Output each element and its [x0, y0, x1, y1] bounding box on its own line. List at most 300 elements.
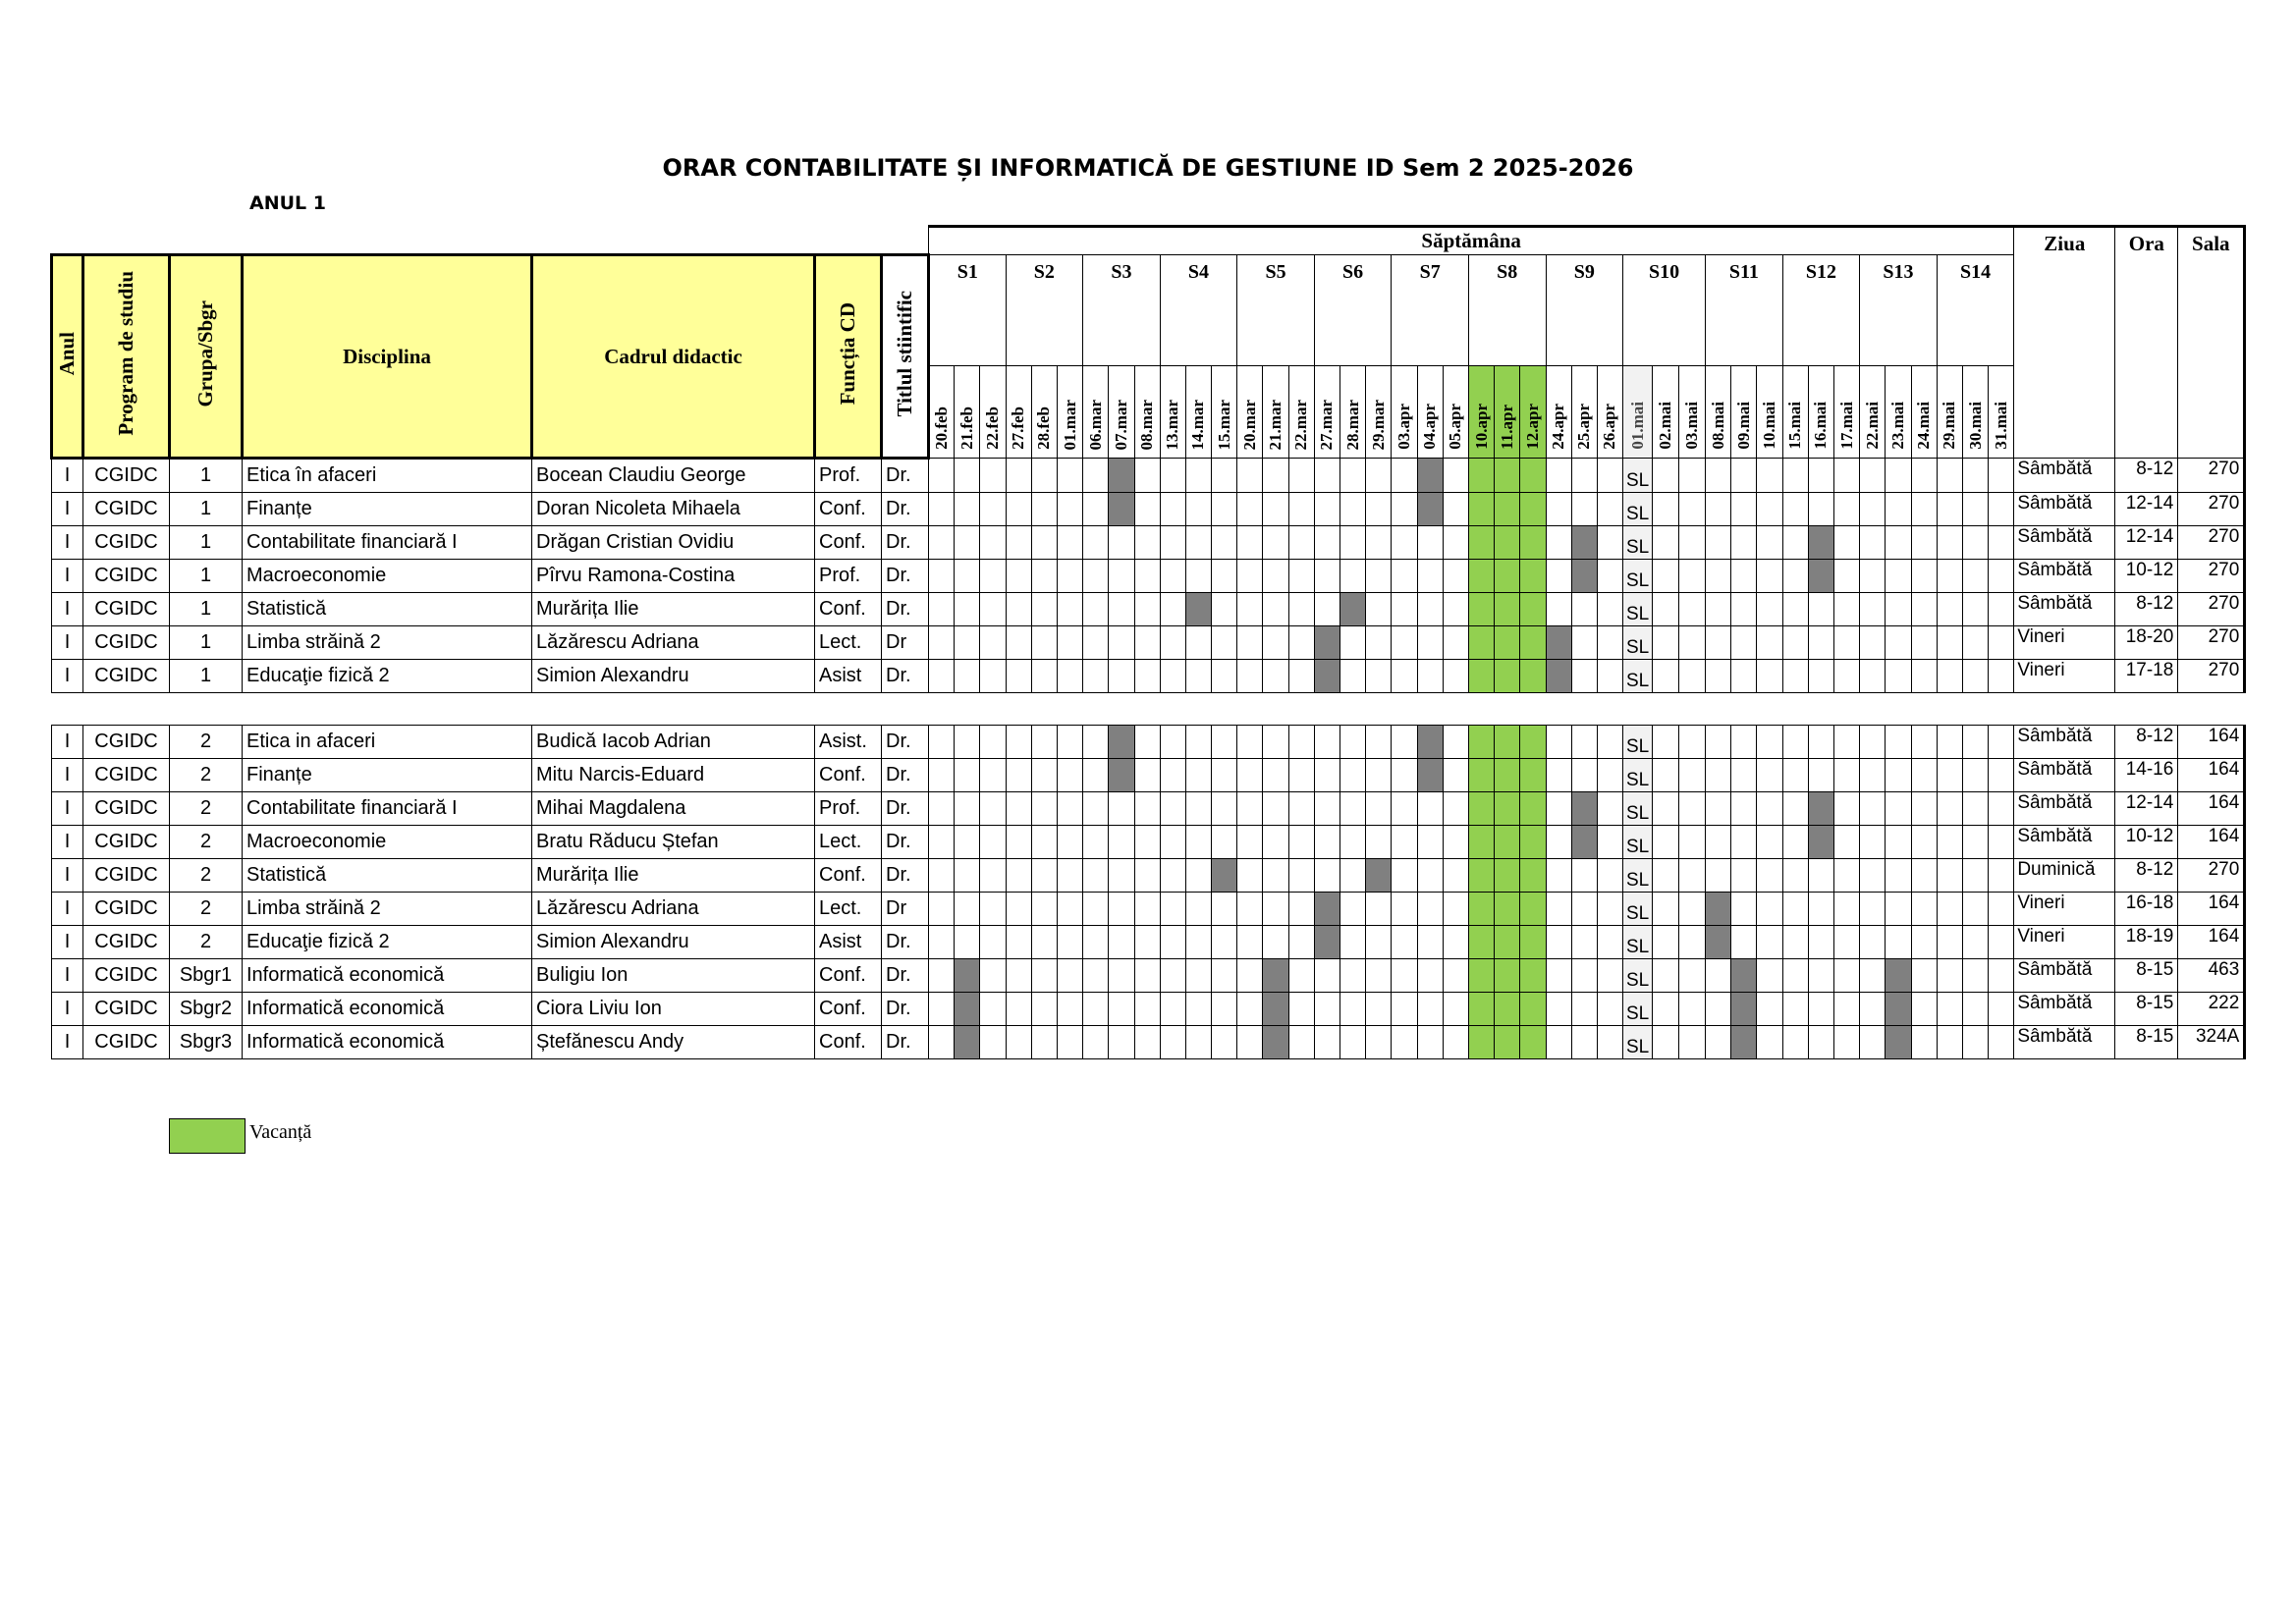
day-cell: [1031, 993, 1057, 1026]
day-cell: [1546, 993, 1571, 1026]
day-cell: [1782, 526, 1808, 560]
day-cell: [1160, 893, 1185, 926]
day-cell: [1314, 959, 1339, 993]
day-cell: [1886, 759, 1911, 792]
day-cell-value: Sâmbătă: [2014, 959, 2115, 993]
day-cell: [1860, 660, 1886, 693]
sl-cell: SL: [1623, 560, 1653, 593]
day-cell: [1679, 493, 1706, 526]
day-cell: [1757, 859, 1782, 893]
day-cell: [1006, 593, 1031, 626]
year-cell: I: [52, 626, 83, 660]
position-header-label: Funcția CD: [836, 301, 859, 406]
day-cell: [1288, 926, 1314, 959]
day-cell: [1083, 493, 1109, 526]
title-header: [882, 255, 929, 459]
day-cell: [1989, 626, 2014, 660]
day-cell: [1340, 759, 1366, 792]
teacher-cell: Doran Nicoleta Mihaela: [532, 493, 815, 526]
scheduled-cell: [1546, 626, 1571, 660]
date-label: 22.mai: [1862, 402, 1882, 450]
day-cell-value: Vineri: [2014, 926, 2115, 959]
sl-cell: SL: [1623, 826, 1653, 859]
vacation-cell: [1520, 560, 1546, 593]
date-header: [1057, 366, 1082, 459]
day-cell: [1706, 526, 1731, 560]
hour-header: Ora: [2115, 227, 2178, 459]
day-cell: [1443, 1026, 1468, 1059]
day-cell: [1263, 893, 1288, 926]
title-cell: Dr: [882, 626, 929, 660]
day-cell: [1546, 1026, 1571, 1059]
day-cell: [1392, 560, 1417, 593]
scheduled-cell: [1731, 993, 1757, 1026]
date-header: [1212, 366, 1237, 459]
scheduled-cell: [1417, 759, 1443, 792]
day-cell: [1083, 459, 1109, 493]
room-cell: 270: [2178, 459, 2245, 493]
day-cell: [1134, 792, 1160, 826]
table-row: [52, 459, 2245, 493]
day-cell: [955, 593, 980, 626]
table-row: [52, 926, 2245, 959]
day-cell: [1757, 526, 1782, 560]
teacher-cell: Simion Alexandru: [532, 660, 815, 693]
day-cell: [1653, 893, 1679, 926]
day-cell: [1679, 859, 1706, 893]
day-cell: [1597, 626, 1622, 660]
day-cell: [1679, 1026, 1706, 1059]
day-cell: [1886, 660, 1911, 693]
day-header: Ziua: [2014, 227, 2115, 459]
date-label: 11.apr: [1497, 405, 1516, 450]
day-cell: [1757, 759, 1782, 792]
day-cell: [1597, 560, 1622, 593]
sl-cell: SL: [1623, 459, 1653, 493]
day-cell: [1757, 493, 1782, 526]
teacher-header: [532, 255, 815, 459]
day-cell: [1392, 1026, 1417, 1059]
day-cell: [1057, 959, 1082, 993]
scheduled-cell: [1571, 560, 1597, 593]
day-cell: [1109, 626, 1134, 660]
scheduled-cell: [1263, 993, 1288, 1026]
table-row: [52, 993, 2245, 1026]
day-cell: [1006, 993, 1031, 1026]
day-cell: [980, 826, 1006, 859]
day-cell: [1134, 560, 1160, 593]
day-cell: [1757, 826, 1782, 859]
day-cell: [1288, 792, 1314, 826]
day-cell: [1757, 626, 1782, 660]
day-cell: [1731, 459, 1757, 493]
day-cell: [1340, 792, 1366, 826]
day-cell: [1546, 792, 1571, 826]
day-cell: [1679, 893, 1706, 926]
date-label: 20.feb: [932, 406, 952, 450]
day-cell: [1031, 526, 1057, 560]
day-cell: [1392, 792, 1417, 826]
table-row: [52, 493, 2245, 526]
group-header-label: Grupa/Sbgr: [193, 299, 217, 407]
group-cell: 1: [170, 493, 243, 526]
scheduled-cell: [1314, 893, 1339, 926]
hour-cell: 8-15: [2115, 993, 2178, 1026]
day-cell: [1160, 792, 1185, 826]
scheduled-cell: [1886, 993, 1911, 1026]
day-cell: [1962, 726, 1988, 759]
day-cell: [1366, 926, 1392, 959]
scheduled-cell: [1314, 660, 1339, 693]
day-cell: [1288, 726, 1314, 759]
day-cell: [1731, 859, 1757, 893]
date-header: [1597, 366, 1622, 459]
day-cell: [1288, 526, 1314, 560]
day-cell: [1989, 826, 2014, 859]
day-cell: [1109, 526, 1134, 560]
day-cell: [1834, 859, 1860, 893]
date-label: 08.mai: [1708, 402, 1727, 450]
day-cell: [1314, 560, 1339, 593]
subject-cell: Statistică: [243, 593, 532, 626]
day-cell: [1263, 792, 1288, 826]
day-cell: [1679, 660, 1706, 693]
day-cell: [929, 893, 955, 926]
hour-cell: 8-15: [2115, 959, 2178, 993]
date-header: [1860, 366, 1886, 459]
day-cell: [1057, 993, 1082, 1026]
day-cell: [1443, 993, 1468, 1026]
day-cell: [980, 626, 1006, 660]
day-cell: [1443, 759, 1468, 792]
day-cell: [1031, 459, 1057, 493]
day-cell: [1860, 926, 1886, 959]
hour-cell: 18-20: [2115, 626, 2178, 660]
week-s11: S11: [1706, 255, 1783, 366]
day-cell: [1109, 959, 1134, 993]
subject-cell: Educaţie fizică 2: [243, 660, 532, 693]
title-cell: Dr.: [882, 660, 929, 693]
teacher-cell: Buligiu Ion: [532, 959, 815, 993]
day-cell: [929, 759, 955, 792]
position-cell: Prof.: [815, 560, 882, 593]
vacation-legend-swatch: [169, 1118, 246, 1154]
day-cell: [1860, 1026, 1886, 1059]
day-cell: [1134, 459, 1160, 493]
scheduled-cell: [1808, 526, 1833, 560]
day-cell: [1937, 792, 1962, 826]
day-cell: [1808, 993, 1833, 1026]
day-cell: [955, 493, 980, 526]
date-label: 22.mar: [1291, 399, 1311, 450]
table-row: [52, 792, 2245, 826]
day-cell: [1571, 726, 1597, 759]
sl-cell: SL: [1623, 993, 1653, 1026]
day-cell: [1237, 526, 1263, 560]
day-cell: [1366, 660, 1392, 693]
day-cell: [1757, 792, 1782, 826]
day-cell-value: Sâmbătă: [2014, 560, 2115, 593]
day-cell: [1392, 593, 1417, 626]
scheduled-cell: [1212, 859, 1237, 893]
group-cell: Sbgr1: [170, 959, 243, 993]
day-cell: [1006, 859, 1031, 893]
teacher-cell: Mihai Magdalena: [532, 792, 815, 826]
day-cell: [980, 926, 1006, 959]
vacation-cell: [1495, 459, 1520, 493]
date-header: [1443, 366, 1468, 459]
day-cell: [1366, 993, 1392, 1026]
day-cell: [1653, 826, 1679, 859]
room-cell: 222: [2178, 993, 2245, 1026]
day-cell: [1679, 959, 1706, 993]
title-header-label: Titlul stiintific: [893, 290, 916, 417]
table-row: [52, 726, 2245, 759]
day-cell: [1185, 926, 1211, 959]
year-header-label: Anul: [55, 331, 79, 376]
day-cell: [1962, 593, 1988, 626]
day-cell: [1597, 526, 1622, 560]
date-label: 09.mai: [1733, 402, 1753, 450]
day-cell: [1237, 826, 1263, 859]
vacation-cell: [1468, 792, 1494, 826]
day-cell: [1571, 859, 1597, 893]
vacation-cell: [1495, 660, 1520, 693]
day-cell: [1443, 959, 1468, 993]
teacher-cell: Ștefănescu Andy: [532, 1026, 815, 1059]
title-cell: Dr.: [882, 526, 929, 560]
day-cell: [1597, 593, 1622, 626]
day-cell: [1185, 759, 1211, 792]
day-cell: [980, 459, 1006, 493]
day-cell: [1757, 893, 1782, 926]
day-cell: [929, 593, 955, 626]
group-cell: 1: [170, 660, 243, 693]
scheduled-cell: [1314, 926, 1339, 959]
day-cell: [1782, 993, 1808, 1026]
date-label: 26.apr: [1600, 404, 1619, 450]
day-cell: [1962, 459, 1988, 493]
year-cell: I: [52, 859, 83, 893]
day-cell: [1392, 459, 1417, 493]
day-cell: [1288, 593, 1314, 626]
date-label: 02.mai: [1656, 402, 1675, 450]
year-cell: I: [52, 593, 83, 626]
room-cell: 164: [2178, 826, 2245, 859]
day-cell: [929, 526, 955, 560]
day-cell: [1006, 526, 1031, 560]
day-cell: [1860, 459, 1886, 493]
day-cell: [1597, 826, 1622, 859]
day-cell: [1366, 1026, 1392, 1059]
scheduled-cell: [1109, 759, 1134, 792]
day-cell: [1160, 593, 1185, 626]
day-cell: [1083, 1026, 1109, 1059]
title-cell: Dr.: [882, 959, 929, 993]
vacation-cell: [1495, 826, 1520, 859]
day-cell: [1160, 926, 1185, 959]
teacher-cell: Simion Alexandru: [532, 926, 815, 959]
day-cell: [1782, 893, 1808, 926]
scheduled-cell: [1571, 526, 1597, 560]
day-cell: [1237, 759, 1263, 792]
vacation-cell: [1520, 993, 1546, 1026]
subject-cell: Etica în afaceri: [243, 459, 532, 493]
year-cell: I: [52, 959, 83, 993]
scheduled-cell: [1417, 726, 1443, 759]
table-row: [52, 560, 2245, 593]
day-cell: [1546, 826, 1571, 859]
day-cell: [1886, 593, 1911, 626]
scheduled-cell: [1731, 959, 1757, 993]
day-cell: [1417, 859, 1443, 893]
day-cell: [1340, 526, 1366, 560]
day-cell: [1392, 493, 1417, 526]
day-cell: [1031, 893, 1057, 926]
day-cell: [1366, 759, 1392, 792]
subject-cell: Contabilitate financiară I: [243, 792, 532, 826]
day-cell: [980, 726, 1006, 759]
day-cell: [1782, 859, 1808, 893]
day-cell: [1366, 626, 1392, 660]
day-cell: [1237, 560, 1263, 593]
day-cell: [1340, 493, 1366, 526]
room-cell: 270: [2178, 493, 2245, 526]
day-cell: [1185, 560, 1211, 593]
vacation-cell: [1468, 893, 1494, 926]
program-cell: CGIDC: [83, 493, 170, 526]
day-cell: [1288, 893, 1314, 926]
day-cell: [980, 560, 1006, 593]
day-cell: [1237, 660, 1263, 693]
subject-cell: Finanțe: [243, 759, 532, 792]
day-cell: [1417, 926, 1443, 959]
day-cell: [1653, 459, 1679, 493]
year-cell: I: [52, 459, 83, 493]
date-label: 14.mar: [1188, 399, 1208, 450]
teacher-cell: Pîrvu Ramona-Costina: [532, 560, 815, 593]
year-cell: I: [52, 560, 83, 593]
date-label: 10.apr: [1471, 404, 1491, 450]
day-cell: [1392, 993, 1417, 1026]
day-cell: [955, 726, 980, 759]
day-cell: [1937, 1026, 1962, 1059]
day-cell: [1288, 759, 1314, 792]
hour-cell: 17-18: [2115, 660, 2178, 693]
day-cell: [1706, 826, 1731, 859]
program-cell: CGIDC: [83, 660, 170, 693]
subject-header: [243, 255, 532, 459]
day-cell: [1134, 893, 1160, 926]
day-cell: [1185, 959, 1211, 993]
day-cell: [1706, 459, 1731, 493]
date-header: [1263, 366, 1288, 459]
day-cell: [1546, 759, 1571, 792]
day-cell: [1834, 792, 1860, 826]
day-cell: [1237, 792, 1263, 826]
day-cell: [1057, 560, 1082, 593]
program-cell: CGIDC: [83, 593, 170, 626]
day-cell: [1237, 493, 1263, 526]
day-cell: [1731, 660, 1757, 693]
scheduled-cell: [955, 993, 980, 1026]
day-cell: [1263, 759, 1288, 792]
header-row-weeks: [52, 255, 2245, 366]
vacation-cell: [1468, 959, 1494, 993]
day-cell: [1057, 493, 1082, 526]
program-cell: CGIDC: [83, 859, 170, 893]
day-cell: [1834, 759, 1860, 792]
teacher-cell: Ciora Liviu Ion: [532, 993, 815, 1026]
program-cell: CGIDC: [83, 560, 170, 593]
day-cell: [1962, 859, 1988, 893]
day-cell: [1109, 826, 1134, 859]
day-cell: [1006, 660, 1031, 693]
day-cell: [1706, 1026, 1731, 1059]
day-cell: [1212, 993, 1237, 1026]
room-header: Sala: [2178, 227, 2245, 459]
day-cell: [1679, 626, 1706, 660]
day-cell: [1653, 526, 1679, 560]
date-label: 17.mai: [1836, 402, 1856, 450]
day-cell: [1083, 726, 1109, 759]
year-cell: I: [52, 526, 83, 560]
day-cell: [1083, 826, 1109, 859]
day-cell: [980, 660, 1006, 693]
day-cell: [1860, 826, 1886, 859]
date-header: [1160, 366, 1185, 459]
day-cell: [1160, 1026, 1185, 1059]
group-cell: 2: [170, 926, 243, 959]
date-header: [1653, 366, 1679, 459]
day-cell: [1160, 759, 1185, 792]
date-label: 04.apr: [1420, 404, 1440, 450]
hour-cell: 8-12: [2115, 859, 2178, 893]
day-cell: [955, 926, 980, 959]
day-cell: [1006, 459, 1031, 493]
title-cell: Dr.: [882, 560, 929, 593]
day-cell: [1653, 660, 1679, 693]
title-cell: Dr.: [882, 459, 929, 493]
day-cell: [1185, 792, 1211, 826]
scheduled-cell: [1731, 1026, 1757, 1059]
day-cell: [1031, 726, 1057, 759]
date-label: 03.apr: [1394, 404, 1413, 450]
day-cell-value: Sâmbătă: [2014, 993, 2115, 1026]
group-cell: Sbgr2: [170, 993, 243, 1026]
day-cell: [1860, 893, 1886, 926]
day-cell: [1653, 859, 1679, 893]
table-row: [52, 859, 2245, 893]
day-cell: [1679, 593, 1706, 626]
vacation-cell: [1495, 526, 1520, 560]
date-label: 27.feb: [1009, 406, 1028, 450]
group-cell: 1: [170, 526, 243, 560]
day-cell: [1160, 526, 1185, 560]
vacation-cell: [1468, 826, 1494, 859]
day-cell: [1962, 893, 1988, 926]
position-cell: Conf.: [815, 593, 882, 626]
day-cell: [1083, 626, 1109, 660]
vacation-cell: [1468, 459, 1494, 493]
date-header: [1962, 366, 1988, 459]
sl-cell: SL: [1623, 626, 1653, 660]
vacation-cell: [1495, 560, 1520, 593]
day-cell: [1109, 560, 1134, 593]
day-cell: [1134, 526, 1160, 560]
group-cell: 1: [170, 560, 243, 593]
program-cell: CGIDC: [83, 526, 170, 560]
